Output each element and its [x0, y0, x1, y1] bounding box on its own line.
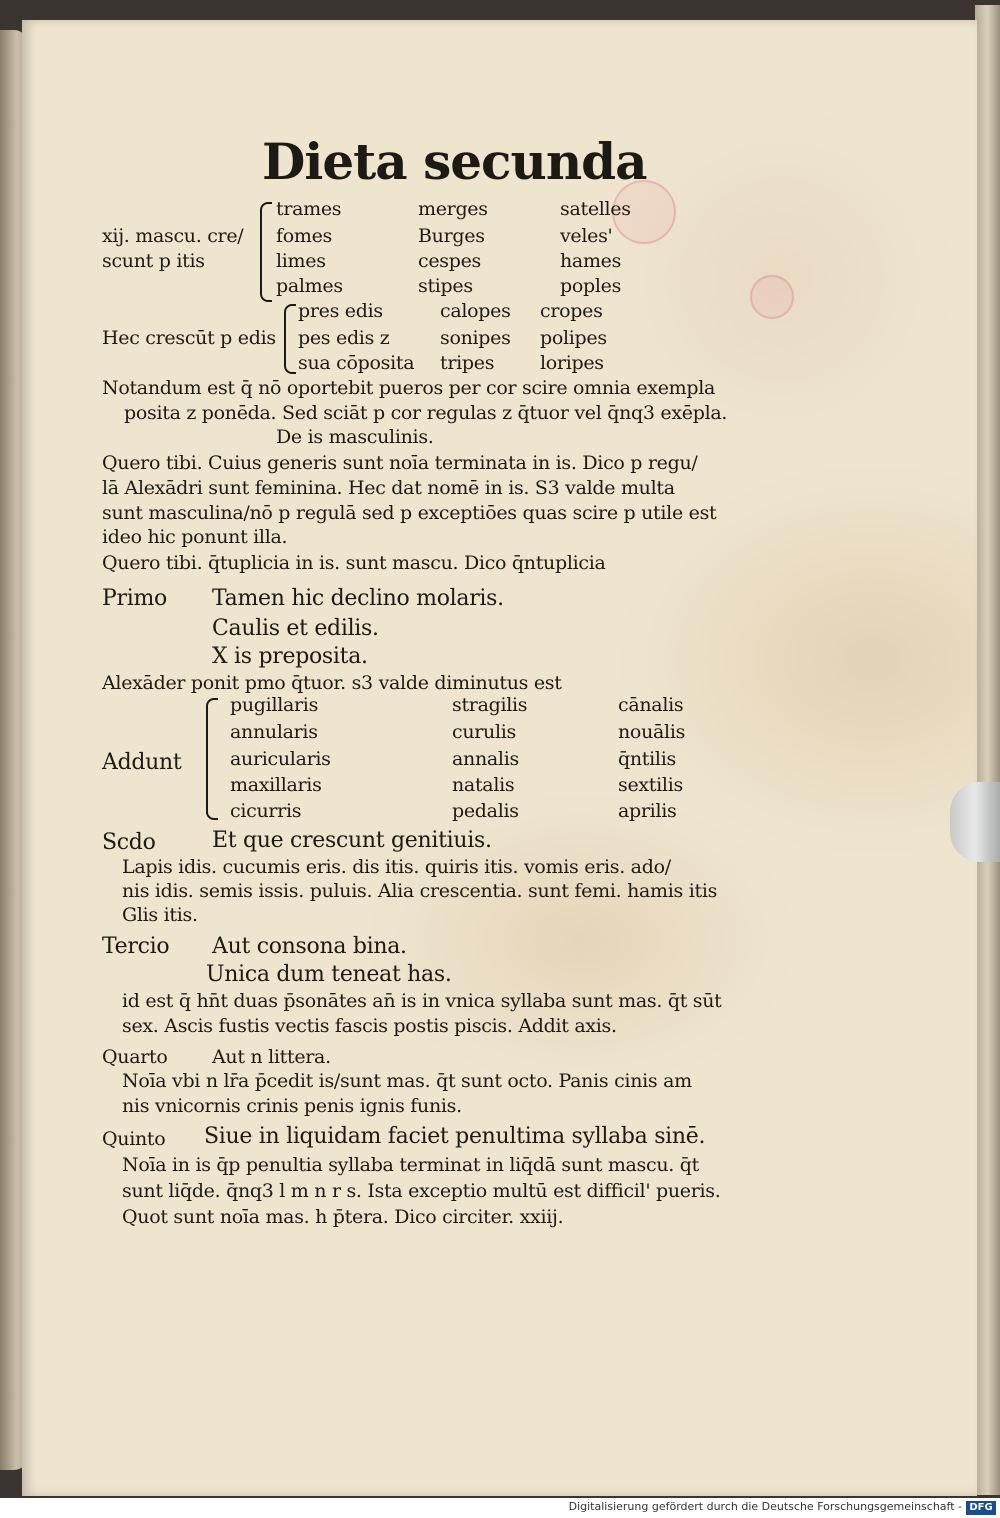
text-line: Noīa vbi n lr̄a p̄cedit is/sunt mas. q̄t sunt octo. Panis cinis am	[122, 1070, 692, 1092]
word: curulis	[452, 721, 517, 743]
word: auricularis	[230, 748, 331, 770]
block3-left-label: Addunt	[102, 750, 182, 775]
verse-line: Siue in liquidam faciet penultima syllaba sinē.	[204, 1124, 706, 1149]
text-line: Noīa in is q̄p penultia syllaba terminat in liq̄dā sunt mascu. q̄t	[122, 1154, 699, 1176]
section-label: Primo	[102, 586, 167, 611]
word: cicurris	[230, 800, 302, 822]
block1-left-line: scunt p itis	[102, 250, 205, 272]
verse-line: Caulis et edilis.	[212, 616, 379, 641]
page-title: Dieta secunda	[262, 132, 647, 191]
word: stragilis	[452, 694, 528, 716]
word: annalis	[452, 748, 519, 770]
word: cespes	[418, 250, 481, 272]
word: natalis	[452, 774, 515, 796]
word: annularis	[230, 721, 318, 743]
text-line: lā Alexādri sunt feminina. Hec dat nomē in is. S3 valde multa	[102, 477, 675, 499]
word: sua cōposita	[298, 352, 415, 374]
verse-line: Aut consona bina.	[212, 934, 407, 959]
word: aprilis	[618, 800, 677, 822]
text-line: sunt masculina/nō p regulā sed p exceptiōes quas scire p utile est	[102, 502, 717, 524]
word: calopes	[440, 300, 511, 322]
section-label: Tercio	[102, 934, 170, 959]
text-line: nis idis. semis issis. puluis. Alia crescentia. sunt femi. hamis itis	[122, 880, 718, 902]
word: maxillaris	[230, 774, 322, 796]
word: q̄ntilis	[618, 748, 676, 770]
text-line: Alexāder ponit pmo q̄tuor. s3 valde diminutus est	[102, 672, 562, 694]
word: pedalis	[452, 800, 519, 822]
following-pages-edge	[975, 5, 1000, 1495]
word: pugillaris	[230, 694, 319, 716]
word: cānalis	[618, 694, 684, 716]
block2-left-line: Hec crescūt p edis	[102, 327, 276, 349]
verse-line: Tamen hic declino molaris.	[212, 586, 504, 611]
word: veles'	[560, 225, 613, 247]
block1-left-line: xij. mascu. cre/	[102, 225, 244, 247]
footer-bar	[0, 1498, 1000, 1518]
section-label: Quinto	[102, 1128, 166, 1150]
word: sextilis	[618, 774, 683, 796]
text-line: ideo hic ponunt illa.	[102, 526, 288, 548]
text-line: Lapis idis. cucumis eris. dis itis. quiris itis. vomis eris. ado/	[122, 856, 671, 878]
text-line: Quot sunt noīa mas. h p̄tera. Dico circiter. xxiij.	[122, 1206, 564, 1228]
word: pres edis	[298, 300, 383, 322]
verse-line: X is preposita.	[212, 644, 368, 669]
text-line: posita z ponēda. Sed sciāt p cor regulas z q̄tuor vel q̄nq3 exēpla.	[124, 402, 728, 424]
text-line: Quero tibi. Cuius generis sunt noīa terminata in is. Dico p regu/	[102, 452, 698, 474]
book-page	[22, 20, 977, 1496]
word: polipes	[540, 327, 607, 349]
brace-icon	[260, 202, 272, 302]
library-stamp	[750, 275, 794, 319]
text-line: Quero tibi. q̄tuplicia in is. sunt mascu. Dico q̄ntuplicia	[102, 552, 606, 574]
word: poples	[560, 275, 622, 297]
verse-line: Unica dum teneat has.	[206, 962, 452, 987]
text-line: Notandum est q̄ nō oportebit pueros per cor scire omnia exempla	[102, 377, 716, 399]
word: stipes	[418, 275, 473, 297]
text-line: Glis itis.	[122, 904, 198, 926]
word: pes edis z	[298, 327, 390, 349]
text-line: id est q̄ hn̄t duas p̄sonātes an̄ is in vnica syllaba sunt mas. q̄t sūt	[122, 990, 722, 1012]
show-through-text	[662, 210, 922, 1250]
section-label: Quarto	[102, 1046, 168, 1068]
word: satelles	[560, 198, 631, 220]
word: fomes	[276, 225, 332, 247]
section-heading: De is masculinis.	[276, 426, 434, 448]
brace-icon	[284, 304, 296, 374]
section-label: Scdo	[102, 830, 156, 855]
word: trames	[276, 198, 342, 220]
word: loripes	[540, 352, 604, 374]
verse-line: Aut n littera.	[212, 1046, 331, 1068]
brace-icon	[206, 698, 218, 820]
page-clip	[950, 782, 1000, 862]
word: hames	[560, 250, 622, 272]
word: palmes	[276, 275, 343, 297]
word: limes	[276, 250, 326, 272]
text-line: sunt liq̄de. q̄nq3 l m n r s. Ista exceptio multū est difficil' pueris.	[122, 1180, 721, 1202]
dfg-logo-icon: DFG	[966, 1501, 996, 1515]
funding-credit: Digitalisierung gefördert durch die Deutsche Forschungsgemeinschaft -	[568, 1500, 962, 1513]
word: nouālis	[618, 721, 686, 743]
verse-line: Et que crescunt genitiuis.	[212, 828, 492, 853]
text-line: sex. Ascis fustis vectis fascis postis piscis. Addit axis.	[122, 1015, 617, 1037]
word: cropes	[540, 300, 603, 322]
text-line: nis vnicornis crinis penis ignis funis.	[122, 1095, 462, 1117]
word: sonipes	[440, 327, 511, 349]
word: tripes	[440, 352, 495, 374]
word: Burges	[418, 225, 485, 247]
word: merges	[418, 198, 488, 220]
